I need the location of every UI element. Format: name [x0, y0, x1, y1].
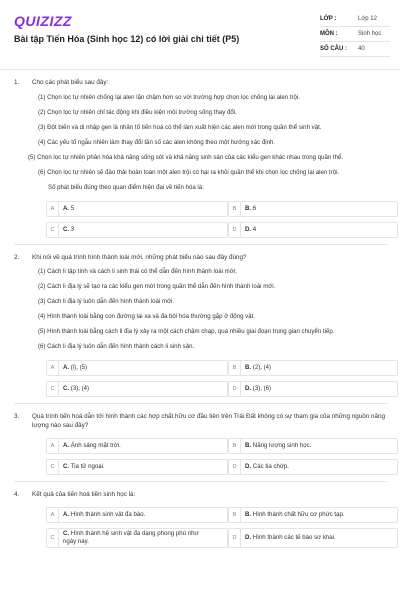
option-content: [241, 364, 271, 372]
options-grid: [46, 438, 388, 475]
option-content: [59, 511, 145, 519]
option-content: [59, 364, 87, 372]
document-header: [0, 0, 400, 70]
option-a[interactable]: [46, 438, 228, 454]
document-title: Bài tập Tiến Hóa (Sinh học 12) có lời giải chi tiết (P5): [14, 34, 240, 44]
option-text: 6: [252, 204, 257, 212]
statement: (6) Chọn lọc tự nhiên sẽ đào thải hoàn toàn một alen trội có hại ra khỏi quần thể khi chọn lọc chống lại alen trội.: [38, 168, 340, 176]
statement: (4) Các yếu tố ngẫu nhiên làm thay đổi tần số các alen không theo một hướng xác định.: [38, 138, 276, 146]
statement: (5) Chọn lọc tự nhiên phân hóa khả năng sống sót và khả năng sinh sản của các kiểu gen khác nhau trong quần thể.: [28, 153, 344, 161]
question-header: [14, 253, 388, 262]
question-header: [14, 78, 388, 87]
question-3: [14, 404, 388, 482]
statement: (1) Chọn lọc tự nhiên chống lại alen lặn chậm hơn so với trường hợp chọn lọc chống lại alen trội.: [38, 93, 300, 101]
option-d[interactable]: [228, 381, 398, 397]
option-text: (3), (4): [70, 384, 90, 392]
statement: (3) Cách li địa lý luôn dẫn đến hình thành loài mới.: [38, 298, 175, 305]
option-c[interactable]: [46, 528, 228, 548]
question-text: Quá trình tiến hoá dẫn tới hình thành các hợp chất hữu cơ đầu tiên trên Trái Đất không có sự tham gia của những nguồn năng lượng nào sau đây?: [32, 412, 386, 429]
option-content: [241, 442, 311, 450]
option-letter: B: [229, 202, 241, 216]
option-content: [241, 511, 345, 519]
meta-value: 40: [358, 46, 365, 52]
option-text: Các tia chớp.: [252, 462, 289, 470]
meta-row-count: [320, 42, 390, 57]
option-letter: D: [229, 460, 241, 474]
option-content: [59, 226, 74, 234]
option-c[interactable]: [46, 222, 228, 238]
option-c[interactable]: [46, 459, 228, 475]
option-text: Ánh sáng mặt trời.: [70, 441, 121, 449]
option-content: [241, 463, 289, 471]
option-text: Hình thành sinh vật đa bào.: [70, 510, 146, 518]
statement: (2) Cách li địa lý sẽ tạo ra các kiểu gen mới trong quần thể dẫn đến hình thành loài mới.: [38, 283, 276, 290]
option-text: Hình thành các tế bào sơ khai.: [252, 533, 336, 541]
options-grid: [46, 201, 388, 238]
option-label: D.: [245, 384, 252, 392]
question-list: [0, 70, 400, 554]
option-a[interactable]: [46, 507, 228, 523]
meta-table: [320, 12, 390, 57]
option-a[interactable]: [46, 201, 228, 217]
option-label: B.: [245, 510, 252, 518]
option-text: 3: [70, 225, 75, 233]
option-letter: A: [47, 508, 59, 522]
option-label: D.: [245, 533, 252, 541]
option-content: [241, 226, 256, 234]
options-grid: [46, 360, 388, 397]
question-1: [14, 70, 388, 245]
option-text: 4: [252, 225, 257, 233]
option-b[interactable]: [228, 201, 398, 217]
option-text: Tia tử ngoại.: [70, 462, 105, 470]
option-letter: C: [47, 223, 59, 237]
question-text: Kết quả của tiến hoá tiền sinh học là:: [32, 490, 136, 498]
option-label: C.: [63, 225, 70, 233]
option-d[interactable]: [228, 459, 398, 475]
option-b[interactable]: [228, 438, 398, 454]
option-b[interactable]: [228, 360, 398, 376]
meta-value: Sinh học: [358, 31, 382, 37]
option-letter: B: [229, 508, 241, 522]
meta-key: MÔN :: [320, 31, 338, 37]
option-letter: D: [229, 382, 241, 396]
question-2: [14, 245, 388, 404]
option-label: B.: [245, 441, 252, 449]
statement: (5) Hình thành loài bằng cách li địa lý xảy ra một cách chậm chạp, qua nhiều giai đoạn trung gian chuyển tiếp.: [38, 328, 335, 335]
option-content: [241, 205, 256, 213]
option-text: (3), (6): [252, 384, 272, 392]
meta-row-grade: [320, 12, 390, 27]
option-label: A.: [63, 204, 70, 212]
question-4: [14, 482, 388, 554]
option-text: (2), (4): [252, 363, 272, 371]
option-letter: A: [47, 202, 59, 216]
option-letter: B: [229, 361, 241, 375]
option-letter: A: [47, 439, 59, 453]
option-b[interactable]: [228, 507, 398, 523]
meta-row-subject: [320, 27, 390, 42]
option-letter: B: [229, 439, 241, 453]
option-content: [241, 534, 336, 542]
statement: (1) Cách li tập tính và cách li sinh thái có thể dẫn đến hình thành loài mới.: [38, 268, 237, 275]
options-grid: [46, 507, 388, 548]
option-label: C.: [63, 462, 70, 470]
option-c[interactable]: [46, 381, 228, 397]
question-text: Khi nói về quá trình hình thành loài mới, những phát biểu nào sau đây đúng?: [32, 253, 247, 261]
option-d[interactable]: [228, 222, 398, 238]
meta-key: LỚP :: [320, 16, 337, 22]
option-label: D.: [245, 225, 252, 233]
quizizz-logo: QUIZIZZ: [14, 13, 72, 29]
option-label: C.: [63, 530, 70, 537]
question-header: [14, 490, 388, 499]
option-content: [59, 205, 74, 213]
option-letter: C: [47, 460, 59, 474]
option-letter: A: [47, 361, 59, 375]
statement: (2) Chọn lọc tự nhiên chỉ tác động khi điều kiện môi trường sống thay đổi.: [38, 108, 237, 116]
option-content: [59, 463, 105, 471]
question-number: 3.: [14, 412, 20, 420]
question-header: [14, 412, 388, 430]
option-label: B.: [245, 363, 252, 371]
question-number: 2.: [14, 253, 20, 261]
meta-key: SỐ CÂU :: [320, 46, 347, 52]
question-summary: Số phát biểu đúng theo quan điểm hiện đại về tiến hóa là:: [48, 184, 204, 191]
option-label: A.: [63, 441, 70, 449]
question-number: 1.: [14, 79, 20, 86]
option-text: Hình thành hệ sinh vật đa dạng phong phú như ngày nay.: [63, 530, 199, 545]
statement: (3) Đột biến và di nhập gen là nhân tố tiến hoá có thể làm xuất hiện các alen mới trong quần thể sinh vật.: [38, 123, 322, 131]
option-content: [59, 530, 209, 545]
option-content: [241, 385, 271, 393]
option-text: 5: [70, 204, 75, 212]
meta-value: Lớp 12: [358, 16, 377, 22]
statement: (6) Cách li địa lý luôn dẫn đến hình thành cách li sinh sản.: [38, 343, 195, 350]
option-label: A.: [63, 363, 70, 371]
option-label: A.: [63, 510, 70, 518]
option-text: (l), (5): [70, 363, 88, 371]
option-label: B.: [245, 204, 252, 212]
statement: (4) Hình thành loài bằng con đường lai xa và đa bội hóa thường gặp ở động vật.: [38, 313, 255, 320]
option-a[interactable]: [46, 360, 228, 376]
option-letter: D: [229, 223, 241, 237]
option-text: Năng lượng sinh học.: [252, 441, 312, 449]
option-letter: C: [47, 382, 59, 396]
question-text: Cho các phát biểu sau đây:: [32, 79, 109, 86]
option-label: C.: [63, 384, 70, 392]
option-label: D.: [245, 462, 252, 470]
option-letter: D: [229, 529, 241, 547]
option-letter: C: [47, 529, 59, 547]
option-text: Hình thành chất hữu cơ phức tạp.: [252, 510, 345, 518]
option-content: [59, 385, 89, 393]
option-d[interactable]: [228, 528, 398, 548]
question-number: 4.: [14, 490, 20, 498]
option-content: [59, 442, 121, 450]
